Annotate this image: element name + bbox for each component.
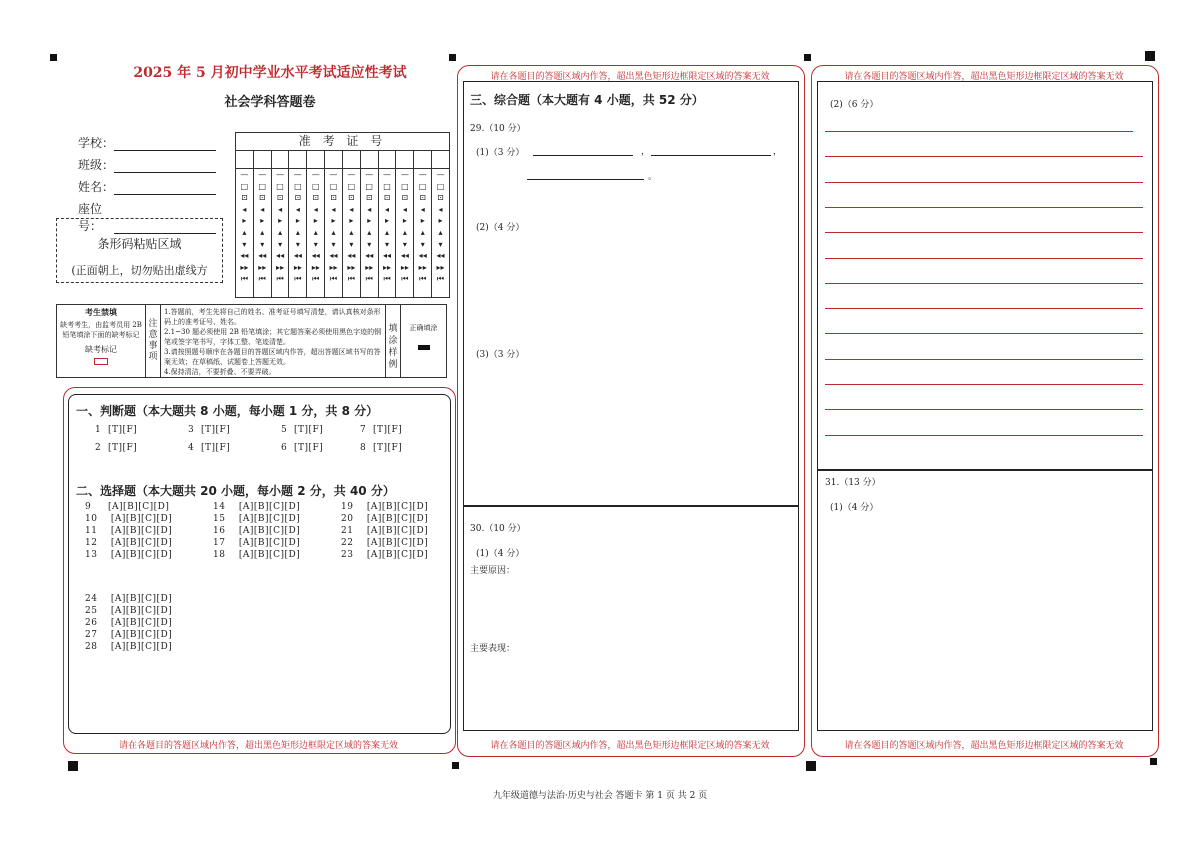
exam-id-bubble[interactable]: ◂ — [313, 204, 318, 214]
barcode-area — [56, 218, 223, 283]
exam-id-column[interactable] — [343, 151, 361, 297]
exam-id-bubble[interactable]: ▾ — [402, 239, 407, 249]
barcode-label: 条形码粘贴区域 — [97, 237, 182, 251]
warning-text: 请在各题目的答题区域内作答，超出黑色矩形边框限定区域的答案无效 — [844, 72, 1124, 82]
exam-id-bubble[interactable]: ▾ — [331, 239, 336, 249]
q29-part2-continue-label: (2)（6 分） — [830, 100, 879, 110]
exam-id-bubble[interactable]: ▸▸ — [329, 262, 338, 272]
q30-part1-label: (1)（4 分） — [476, 549, 525, 559]
exam-id-bubble[interactable]: ◂◂ — [347, 251, 356, 261]
exam-id-bubble[interactable]: ⏮ — [329, 274, 338, 284]
exam-id-bubble[interactable]: ▾ — [313, 239, 318, 249]
exam-id-bubble[interactable]: — — [240, 170, 249, 179]
answer-line[interactable] — [825, 283, 1143, 284]
exam-id-grid — [235, 132, 450, 298]
exam-id-bubble[interactable]: — — [400, 170, 409, 179]
answer-line[interactable] — [825, 131, 1133, 132]
exam-id-digits — [236, 151, 449, 297]
correct-fill-sample — [418, 345, 430, 350]
exam-id-write-cell[interactable] — [361, 151, 378, 169]
answer-line[interactable] — [825, 308, 1143, 309]
q30-label: 30.（10 分） — [470, 524, 526, 534]
choice-item[interactable]: 23 [A][B][C][D] — [341, 550, 429, 560]
exam-id-bubble[interactable]: — — [293, 170, 302, 179]
exam-id-bubble[interactable]: ◂ — [385, 204, 390, 214]
exam-id-bubble[interactable]: ▴ — [260, 227, 265, 237]
choice-item[interactable]: 26 [A][B][C][D] — [85, 618, 173, 628]
correct-fill-label: 正确填涂 — [409, 324, 438, 332]
registration-mark — [806, 761, 816, 771]
exam-id-bubble[interactable]: ▸ — [260, 216, 265, 226]
exam-id-bubble[interactable]: ◂ — [349, 204, 354, 214]
name-line[interactable] — [114, 181, 216, 195]
exam-id-bubble[interactable]: ◂ — [402, 204, 407, 214]
exam-id-column[interactable] — [272, 151, 290, 297]
exam-id-bubble[interactable]: ◂◂ — [258, 251, 267, 261]
q30-answer-area — [463, 505, 799, 731]
choice-item[interactable]: 12 [A][B][C][D] — [85, 538, 173, 548]
exam-id-bubble[interactable]: ▴ — [331, 227, 336, 237]
class-label: 班级： — [78, 158, 115, 172]
school-label: 学校： — [78, 136, 115, 150]
exam-id-bubble[interactable]: ▴ — [295, 227, 300, 237]
exam-id-bubble[interactable]: ▸▸ — [311, 262, 320, 272]
exam-id-bubble[interactable]: ◂◂ — [365, 251, 374, 261]
exam-id-bubble[interactable]: ◂◂ — [383, 251, 392, 261]
judge-item[interactable]: 7 [T][F] — [360, 425, 403, 435]
warning-text: 请在各题目的答题区域内作答，超出黑色矩形边框限定区域的答案无效 — [118, 741, 398, 751]
exam-id-bubble[interactable]: — — [418, 170, 427, 179]
fill-example-label: 填涂样例 — [386, 305, 401, 377]
exam-id-bubble[interactable]: ▸▸ — [276, 262, 285, 272]
choice-item[interactable]: 16 [A][B][C][D] — [213, 526, 301, 536]
answer-line[interactable] — [825, 359, 1143, 360]
exam-id-write-cell[interactable] — [432, 151, 449, 169]
exam-id-bubble[interactable]: ◂ — [420, 204, 425, 214]
exam-id-bubble[interactable]: □ — [276, 181, 284, 191]
q29-part1-label: (1)（3 分） — [476, 148, 525, 158]
exam-id-column[interactable] — [289, 151, 307, 297]
judge-item[interactable]: 3 [T][F] — [188, 425, 231, 435]
exam-id-bubble[interactable]: — — [258, 170, 267, 179]
exam-id-column[interactable] — [414, 151, 432, 297]
registration-mark — [452, 762, 459, 769]
exam-id-column[interactable] — [254, 151, 272, 297]
exam-id-bubble[interactable]: □ — [347, 181, 356, 191]
absent-cell — [57, 305, 146, 377]
exam-id-bubble[interactable]: ⏮ — [240, 274, 249, 284]
exam-id-write-cell[interactable] — [236, 151, 253, 169]
q29-blank[interactable] — [651, 155, 771, 156]
exam-id-bubble[interactable]: ◂ — [278, 204, 283, 214]
exam-id-bubble[interactable]: ▾ — [367, 239, 372, 249]
exam-id-bubble[interactable]: ⊡ — [348, 193, 355, 203]
exam-id-bubble[interactable]: ▴ — [278, 227, 283, 237]
exam-id-bubble[interactable]: ⊡ — [241, 193, 248, 203]
exam-id-bubble[interactable]: ▸▸ — [383, 262, 392, 272]
exam-id-label: 准 考 证 号 — [236, 133, 449, 151]
exam-id-bubble[interactable]: □ — [329, 181, 338, 191]
q29-label: 29.（10 分） — [470, 124, 526, 134]
warning-text: 请在各题目的答题区域内作答，超出黑色矩形边框限定区域的答案无效 — [844, 741, 1124, 751]
exam-id-bubble[interactable]: ▸ — [385, 216, 390, 226]
exam-id-bubble[interactable]: — — [276, 170, 285, 179]
registration-mark — [50, 54, 57, 61]
exam-id-bubble[interactable]: ◂◂ — [436, 251, 445, 261]
exam-id-write-cell[interactable] — [343, 151, 360, 169]
exam-id-bubble[interactable]: ◂◂ — [418, 251, 427, 261]
exam-id-bubble[interactable]: ◂◂ — [400, 251, 409, 261]
absent-title: 考生禁填 — [85, 307, 117, 317]
exam-id-bubble[interactable]: ▾ — [349, 239, 354, 249]
choice-item[interactable]: 24 [A][B][C][D] — [85, 594, 173, 604]
exam-id-bubble[interactable]: ◂ — [260, 204, 265, 214]
exam-id-bubble[interactable]: ⏮ — [383, 274, 391, 284]
exam-id-bubble[interactable]: ⏮ — [312, 274, 320, 284]
exam-id-bubble[interactable]: — — [365, 170, 374, 179]
exam-id-column[interactable] — [307, 151, 325, 297]
exam-id-bubble[interactable]: ⏮ — [365, 274, 373, 284]
exam-id-bubble[interactable]: — — [383, 170, 392, 179]
exam-id-bubble[interactable]: ▴ — [402, 227, 407, 237]
section3-title: 三、综合题（本大题有 4 小题，共 52 分） — [470, 93, 704, 107]
exam-id-column[interactable] — [325, 151, 343, 297]
attention-item: 1.答题前，考生先将自己的姓名、准考证号填写清楚，请认真核对条形码上的准考证号、姓名。 — [164, 308, 381, 326]
name-field[interactable] — [78, 178, 216, 195]
q29-part2-label: (2)（4 分） — [476, 223, 525, 233]
fill-example-cell — [401, 305, 446, 377]
q29-end-mark: 。 — [648, 172, 658, 182]
exam-id-bubble[interactable]: ▴ — [313, 227, 318, 237]
exam-id-bubble[interactable]: ▾ — [438, 239, 443, 249]
exam-id-write-cell[interactable] — [272, 151, 289, 169]
exam-id-write-cell[interactable] — [396, 151, 413, 169]
notice-table — [56, 304, 447, 378]
warning-text: 请在各题目的答题区域内作答，超出黑色矩形边框限定区域的答案无效 — [490, 741, 770, 751]
exam-id-write-cell[interactable] — [307, 151, 324, 169]
exam-id-bubble[interactable]: ⊡ — [258, 193, 266, 203]
choice-item[interactable]: 28 [A][B][C][D] — [85, 642, 173, 652]
exam-id-column[interactable] — [432, 151, 449, 297]
attention-item: 3.请按照题号顺序在各题目的答题区域内作答，超出答题区域书写的答案无效；在草稿纸、试题卷上答题无效。 — [164, 348, 381, 366]
exam-id-bubble[interactable]: ▸▸ — [240, 262, 249, 272]
exam-id-write-cell[interactable] — [379, 151, 396, 169]
choice-item[interactable]: 13 [A][B][C][D] — [85, 550, 173, 560]
exam-id-bubble[interactable]: ◂◂ — [311, 251, 320, 261]
exam-id-bubble[interactable]: ▸ — [367, 216, 372, 226]
choice-item[interactable]: 17 [A][B][C][D] — [213, 538, 301, 548]
answer-line[interactable] — [825, 182, 1143, 183]
exam-id-write-cell[interactable] — [325, 151, 342, 169]
registration-mark — [68, 761, 78, 771]
exam-id-bubble[interactable]: ▸▸ — [347, 262, 356, 272]
answer-line[interactable] — [825, 435, 1143, 436]
exam-id-column[interactable] — [361, 151, 379, 297]
absent-text: 缺考考生，由监考员用 2B 铅笔填涂下面的缺考标记 — [60, 321, 142, 339]
exam-id-bubble[interactable]: ⊡ — [330, 193, 337, 203]
exam-id-bubble[interactable]: ⊡ — [383, 193, 391, 203]
exam-id-bubble[interactable]: ⏮ — [258, 274, 266, 284]
exam-id-bubble[interactable]: ◂◂ — [240, 251, 249, 261]
answer-line[interactable] — [825, 232, 1143, 233]
exam-id-bubble[interactable]: — — [347, 170, 356, 179]
registration-mark — [1150, 758, 1157, 765]
answer-line[interactable] — [825, 258, 1143, 259]
exam-id-bubble[interactable]: ◂◂ — [276, 251, 285, 261]
exam-id-bubble[interactable]: ▾ — [385, 239, 390, 249]
exam-id-bubble[interactable]: □ — [294, 181, 302, 191]
class-field[interactable] — [78, 156, 216, 173]
page-footer: 九年级道德与法治·历史与社会 答题卡 第 1 页 共 2 页 — [492, 791, 708, 801]
judge-item[interactable]: 1 [T][F] — [95, 425, 138, 435]
exam-id-column[interactable] — [396, 151, 414, 297]
exam-id-bubble[interactable]: □ — [258, 181, 267, 191]
q29-blank[interactable] — [533, 155, 633, 156]
q29-separator: ， — [641, 147, 651, 157]
q30-performance-label: 主要表现： — [470, 644, 516, 654]
q30-reason-label: 主要原因： — [470, 566, 516, 576]
exam-id-bubble[interactable]: ◂◂ — [329, 251, 338, 261]
exam-id-bubble[interactable]: ⏮ — [401, 274, 409, 284]
exam-id-bubble[interactable]: ▴ — [367, 227, 372, 237]
exam-id-bubble[interactable]: — — [329, 170, 338, 179]
absent-mark-box[interactable] — [94, 358, 108, 365]
section1-title: 一、判断题（本大题共 8 小题，每小题 1 分，共 8 分） — [76, 404, 379, 418]
exam-id-bubble[interactable]: □ — [240, 181, 249, 191]
exam-id-bubble[interactable]: ⏮ — [436, 274, 445, 284]
exam-id-bubble[interactable]: ◂ — [295, 204, 300, 214]
exam-id-bubble[interactable]: ▸ — [420, 216, 425, 226]
choice-item[interactable]: 21 [A][B][C][D] — [341, 526, 429, 536]
exam-id-bubble[interactable]: ▸ — [278, 216, 283, 226]
exam-id-bubble[interactable]: ▸ — [242, 216, 247, 226]
exam-id-write-cell[interactable] — [254, 151, 271, 169]
exam-id-bubble[interactable]: ⊡ — [437, 193, 444, 203]
exam-id-bubble[interactable]: ⊡ — [419, 193, 427, 203]
exam-id-bubble[interactable]: ▴ — [420, 227, 425, 237]
exam-id-bubble[interactable]: ▾ — [260, 239, 265, 249]
exam-id-write-cell[interactable] — [414, 151, 431, 169]
judge-item[interactable]: 5 [T][F] — [281, 425, 324, 435]
exam-id-bubble[interactable]: ◂ — [367, 204, 372, 214]
exam-id-bubble[interactable]: ▾ — [278, 239, 283, 249]
q29-separator: ， — [773, 147, 783, 157]
exam-id-bubble[interactable]: ▸ — [295, 216, 300, 226]
name-label: 姓名： — [78, 180, 115, 194]
choice-item[interactable]: 22 [A][B][C][D] — [341, 538, 429, 548]
exam-id-bubble[interactable]: □ — [383, 181, 391, 191]
answer-line[interactable] — [825, 156, 1143, 157]
exam-id-bubble[interactable]: ⊡ — [365, 193, 373, 203]
choice-item[interactable]: 25 [A][B][C][D] — [85, 606, 173, 616]
exam-id-bubble[interactable]: ◂◂ — [293, 251, 302, 261]
exam-id-bubble[interactable]: □ — [311, 181, 320, 191]
choice-item[interactable]: 20 [A][B][C][D] — [341, 514, 429, 524]
judge-item[interactable]: 6 [T][F] — [281, 443, 324, 453]
choice-item[interactable]: 11 [A][B][C][D] — [85, 526, 173, 536]
exam-id-bubble[interactable]: ⏮ — [419, 274, 427, 284]
exam-id-bubble[interactable]: ▴ — [438, 227, 443, 237]
exam-id-bubble[interactable]: ▴ — [349, 227, 354, 237]
answer-line[interactable] — [825, 384, 1143, 385]
exam-id-bubble[interactable]: ▸▸ — [400, 262, 409, 272]
exam-id-bubble[interactable]: ▸▸ — [418, 262, 427, 272]
choice-item[interactable]: 10 [A][B][C][D] — [85, 514, 173, 524]
exam-id-bubble[interactable]: ▸▸ — [436, 262, 445, 272]
registration-mark — [449, 54, 456, 61]
choice-item[interactable]: 18 [A][B][C][D] — [213, 550, 301, 560]
exam-id-bubble[interactable]: □ — [365, 181, 373, 191]
barcode-hint: (正面朝上，切勿贴出虚线方 — [71, 264, 208, 277]
school-line[interactable] — [114, 137, 216, 151]
answer-line[interactable] — [825, 333, 1143, 334]
absent-mark-label: 缺考标记 — [85, 345, 117, 354]
seat-label: 座位号： — [78, 202, 103, 233]
exam-id-bubble[interactable]: ▴ — [385, 227, 390, 237]
exam-id-bubble[interactable]: ⊡ — [276, 193, 284, 203]
exam-id-bubble[interactable]: ▾ — [420, 239, 425, 249]
registration-mark — [804, 54, 811, 61]
attention-item: 2.1~30 题必须使用 2B 铅笔填涂；其它题答案必须使用黑色字迹的钢笔或签字笔书写，字体工整、笔迹清楚。 — [164, 328, 382, 346]
exam-id-bubble[interactable]: ◂ — [331, 204, 336, 214]
attention-item: 4.保持清洁，不要折叠、不要弄破。 — [164, 368, 276, 376]
exam-id-bubble[interactable]: ⏮ — [347, 274, 355, 284]
exam-id-bubble[interactable]: ▸▸ — [365, 262, 374, 272]
judge-item[interactable]: 8 [T][F] — [360, 443, 403, 453]
exam-id-bubble[interactable]: — — [311, 170, 320, 179]
exam-id-bubble[interactable]: □ — [418, 181, 427, 191]
school-field[interactable] — [78, 134, 216, 151]
q29-part3-label: (3)（3 分） — [476, 350, 525, 360]
answer-line[interactable] — [825, 207, 1143, 208]
exam-id-bubble[interactable]: ▸ — [402, 216, 407, 226]
registration-mark — [1145, 51, 1155, 61]
exam-id-bubble[interactable]: ▸ — [331, 216, 336, 226]
exam-id-bubble[interactable]: ▸ — [349, 216, 354, 226]
q31-label: 31.（13 分） — [825, 478, 881, 488]
exam-id-column[interactable] — [236, 151, 254, 297]
exam-id-bubble[interactable]: ◂ — [438, 204, 443, 214]
section2-title: 二、选择题（本大题共 20 小题，每小题 2 分，共 40 分） — [76, 484, 395, 498]
choice-item[interactable]: 27 [A][B][C][D] — [85, 630, 173, 640]
exam-id-bubble[interactable]: ▴ — [242, 227, 247, 237]
answer-line[interactable] — [825, 409, 1143, 410]
exam-id-column[interactable] — [379, 151, 397, 297]
exam-id-bubble[interactable]: ▸ — [313, 216, 318, 226]
choice-item[interactable]: 15 [A][B][C][D] — [213, 514, 301, 524]
choice-item[interactable]: 14 [A][B][C][D] — [213, 502, 301, 512]
choice-item[interactable]: 19 [A][B][C][D] — [341, 502, 429, 512]
class-line[interactable] — [114, 159, 216, 173]
attention-list — [161, 305, 386, 377]
exam-id-bubble[interactable]: ◂ — [242, 204, 247, 214]
q29-continue-area — [817, 81, 1153, 471]
choice-item[interactable]: 9 [A][B][C][D] — [85, 502, 170, 512]
exam-id-bubble[interactable]: ⊡ — [312, 193, 320, 203]
judge-item[interactable]: 4 [T][F] — [188, 443, 231, 453]
exam-id-bubble[interactable]: ▾ — [295, 239, 300, 249]
q29-blank[interactable] — [527, 179, 644, 180]
exam-id-bubble[interactable]: ▸▸ — [258, 262, 267, 272]
exam-id-bubble[interactable]: □ — [436, 181, 445, 191]
exam-id-bubble[interactable]: ▸▸ — [293, 262, 302, 272]
exam-id-bubble[interactable]: ▸ — [438, 216, 443, 226]
exam-subtitle: 社会学科答题卷 — [224, 95, 316, 110]
exam-id-bubble[interactable]: ▾ — [242, 239, 247, 249]
exam-id-bubble[interactable]: ⊡ — [294, 193, 302, 203]
judge-item[interactable]: 2 [T][F] — [95, 443, 138, 453]
exam-id-write-cell[interactable] — [289, 151, 306, 169]
attention-label: 注意事项 — [146, 305, 161, 377]
warning-text: 请在各题目的答题区域内作答，超出黑色矩形边框限定区域的答案无效 — [490, 72, 770, 82]
exam-id-bubble[interactable]: □ — [401, 181, 409, 191]
q31-part1-label: (1)（4 分） — [830, 503, 879, 513]
exam-id-bubble[interactable]: ⊡ — [401, 193, 409, 203]
exam-id-bubble[interactable]: ⏮ — [276, 274, 284, 284]
exam-id-bubble[interactable]: ⏮ — [294, 274, 302, 284]
exam-id-bubble[interactable]: — — [436, 170, 445, 179]
exam-title: 2025 年 5 月初中学业水平考试适应性考试 — [133, 65, 407, 81]
